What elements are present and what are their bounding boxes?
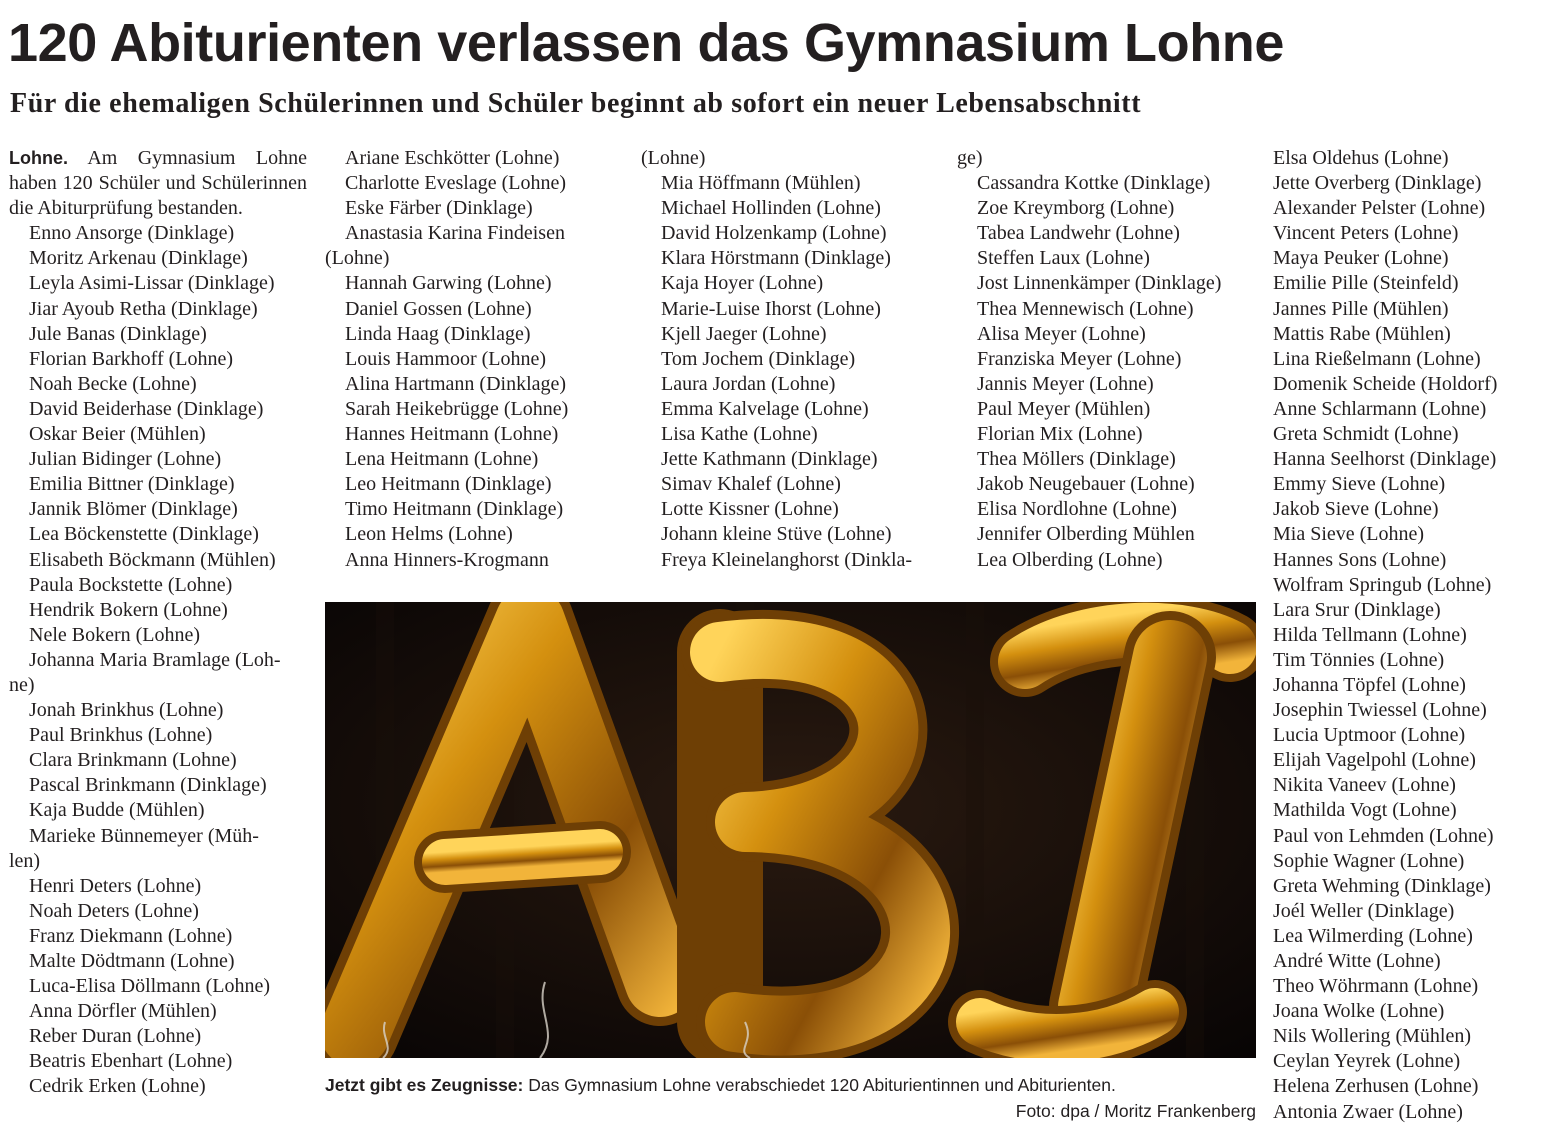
name-entry: Paula Bockstette (Lohne)	[29, 573, 233, 596]
name-entry: Linda Haag (Dinklage)	[345, 322, 531, 345]
name-entry: Jiar Ayoub Retha (Dinklage)	[29, 297, 258, 320]
name-entry: Jule Banas (Dinklage)	[29, 322, 207, 345]
name-entry: Johanna Maria Bramlage (Loh-	[29, 648, 281, 671]
name-entry: Jakob Sieve (Lohne)	[1273, 498, 1439, 521]
name-entry: Ceylan Yeyrek (Lohne)	[1273, 1050, 1461, 1073]
name-entry: Thea Mennewisch (Lohne)	[977, 297, 1194, 320]
name-entry: Emmy Sieve (Lohne)	[1273, 473, 1446, 496]
name-entry: Paul Meyer (Mühlen)	[977, 397, 1151, 420]
name-entry: Nele Bokern (Lohne)	[29, 623, 201, 646]
name-entry: Jette Overberg (Dinklage)	[1273, 172, 1482, 195]
name-entry: Oskar Beier (Mühlen)	[29, 423, 206, 446]
name-entry: Joél Weller (Dinklage)	[1273, 899, 1455, 922]
name-entry: Franz Diekmann (Lohne)	[29, 924, 233, 947]
name-entry: Beatris Ebenhart (Lohne)	[29, 1050, 233, 1073]
name-entry: Lea Böckenstette (Dinklage)	[29, 523, 259, 546]
name-entry: (Lohne)	[325, 247, 390, 270]
name-entry: Mia Höffmann (Mühlen)	[661, 172, 861, 195]
name-entry: Hannes Sons (Lohne)	[1273, 548, 1447, 571]
name-entry: Kjell Jaeger (Lohne)	[661, 322, 827, 345]
name-entry: Johann kleine Stüve (Lohne)	[661, 523, 892, 546]
name-entry: Lina Rießelmann (Lohne)	[1273, 347, 1481, 370]
intro-text: Am Gymnasium Lohne haben 120 Schüler und Schülerinnen die Abiturprüfung bestanden.	[9, 147, 307, 220]
name-entry: Domenik Scheide (Holdorf)	[1273, 372, 1498, 395]
name-entry: Greta Wehming (Dinklage)	[1273, 874, 1491, 897]
name-entry: Tim Tönnies (Lohne)	[1273, 648, 1445, 671]
name-entry: Joana Wolke (Lohne)	[1273, 1000, 1445, 1023]
name-entry: Sarah Heikebrügge (Lohne)	[345, 397, 569, 420]
name-entry: Leon Helms (Lohne)	[345, 523, 513, 546]
name-entry: Klara Hörstmann (Dinklage)	[661, 247, 891, 270]
name-entry: Vincent Peters (Lohne)	[1273, 222, 1459, 245]
name-entry: Noah Deters (Lohne)	[29, 899, 199, 922]
name-entry: Jannes Pille (Mühlen)	[1273, 297, 1449, 320]
text-column-5	[1273, 146, 1558, 1125]
name-entry: Elisa Nordlohne (Lohne)	[977, 498, 1177, 521]
name-entry: Emma Kalvelage (Lohne)	[661, 397, 869, 420]
name-entry: Cassandra Kottke (Dinklage)	[977, 172, 1211, 195]
name-entry: Jannik Blömer (Dinklage)	[29, 498, 238, 521]
name-entry: Alexander Pelster (Lohne)	[1273, 197, 1486, 220]
name-entry: Hannes Heitmann (Lohne)	[345, 423, 559, 446]
name-entry: Jennifer Olberding Mühlen	[977, 523, 1195, 546]
name-entry: Hannah Garwing (Lohne)	[345, 272, 552, 295]
name-entry: Hanna Seelhorst (Dinklage)	[1273, 448, 1497, 471]
name-entry: Lara Srur (Dinklage)	[1273, 598, 1441, 621]
name-entry: Nils Wollering (Mühlen)	[1273, 1025, 1471, 1048]
name-entry: Mathilda Vogt (Lohne)	[1273, 799, 1457, 822]
name-entry: Jakob Neugebauer (Lohne)	[977, 473, 1195, 496]
name-entry: Marie-Luise Ihorst (Lohne)	[661, 297, 881, 320]
name-entry: Elisabeth Böckmann (Mühlen)	[29, 548, 276, 571]
name-entry: Nikita Vaneev (Lohne)	[1273, 774, 1456, 797]
text-column-3	[641, 146, 941, 573]
name-entry: Cedrik Erken (Lohne)	[29, 1075, 206, 1098]
name-entry: Jost Linnenkämper (Dinklage)	[977, 272, 1222, 295]
name-entry: Enno Ansorge (Dinklage)	[29, 222, 235, 245]
name-entry: Noah Becke (Lohne)	[29, 372, 197, 395]
name-entry: len)	[9, 849, 41, 872]
name-entry: Lena Heitmann (Lohne)	[345, 448, 539, 471]
name-entry: Emilie Pille (Steinfeld)	[1273, 272, 1459, 295]
name-entry: Anna Dörfler (Mühlen)	[29, 1000, 217, 1023]
name-entry: Maya Peuker (Lohne)	[1273, 247, 1449, 270]
dateline: Lohne.	[9, 148, 68, 168]
name-entry: Mia Sieve (Lohne)	[1273, 523, 1425, 546]
name-entry: (Lohne)	[641, 147, 706, 169]
name-entry: Jannis Meyer (Lohne)	[977, 372, 1154, 395]
name-entry: Anastasia Karina Findeisen	[345, 222, 565, 245]
name-entry: Charlotte Eveslage (Lohne)	[345, 172, 567, 195]
caption-lead: Jetzt gibt es Zeugnisse:	[325, 1075, 524, 1095]
name-entry: Louis Hammoor (Lohne)	[345, 347, 547, 370]
name-entry: Anne Schlarmann (Lohne)	[1273, 397, 1487, 420]
name-entry: Sophie Wagner (Lohne)	[1273, 849, 1465, 872]
name-entry: Luca-Elisa Döllmann (Lohne)	[29, 975, 271, 998]
name-entry: Steffen Laux (Lohne)	[977, 247, 1150, 270]
name-entry: Greta Schmidt (Lohne)	[1273, 423, 1459, 446]
name-entry: Alina Hartmann (Dinklage)	[345, 372, 567, 395]
name-entry: Eske Färber (Dinklage)	[345, 197, 533, 220]
name-entry: Franziska Meyer (Lohne)	[977, 347, 1182, 370]
name-entry: Ariane Eschkötter (Lohne)	[345, 147, 560, 169]
name-entry: André Witte (Lohne)	[1273, 950, 1441, 972]
name-entry: Paul Brinkhus (Lohne)	[29, 724, 213, 747]
name-entry: Thea Möllers (Dinklage)	[977, 448, 1176, 471]
name-entry: Lucia Uptmoor (Lohne)	[1273, 724, 1466, 747]
name-entry: Timo Heitmann (Dinklage)	[345, 498, 564, 521]
name-entry: Elijah Vagelpohl (Lohne)	[1273, 749, 1476, 772]
name-entry: Hilda Tellmann (Lohne)	[1273, 623, 1467, 646]
name-entry: Josephin Twiessel (Lohne)	[1273, 699, 1487, 722]
text-column-4	[957, 146, 1257, 573]
name-entry: Lea Wilmerding (Lohne)	[1273, 924, 1473, 947]
name-entry: Daniel Gossen (Lohne)	[345, 297, 532, 320]
name-entry: Lisa Kathe (Lohne)	[661, 423, 818, 446]
name-entry: Hendrik Bokern (Lohne)	[29, 598, 228, 621]
name-entry: Simav Khalef (Lohne)	[661, 473, 841, 496]
name-entry: Pascal Brinkmann (Dinklage)	[29, 774, 267, 797]
text-column-2	[325, 146, 625, 573]
name-entry: Laura Jordan (Lohne)	[661, 372, 836, 395]
name-entry: Kaja Budde (Mühlen)	[29, 799, 205, 822]
name-entry: Johanna Töpfel (Lohne)	[1273, 673, 1466, 696]
name-entry: Leyla Asimi-Lissar (Dinklage)	[29, 272, 275, 295]
caption-text: Das Gymnasium Lohne verabschiedet 120 Abiturientinnen und Abiturienten.	[523, 1075, 1116, 1095]
name-entry: Moritz Arkenau (Dinklage)	[29, 247, 248, 270]
name-entry: Paul von Lehmden (Lohne)	[1273, 824, 1494, 847]
name-entry: Tom Jochem (Dinklage)	[661, 347, 856, 370]
name-entry: David Holzenkamp (Lohne)	[661, 222, 887, 245]
name-entry: Clara Brinkmann (Lohne)	[29, 749, 237, 772]
name-entry: ge)	[957, 147, 983, 169]
name-entry: Alisa Meyer (Lohne)	[977, 322, 1146, 345]
name-entry: Lotte Kissner (Lohne)	[661, 498, 839, 521]
name-entry: Jette Kathmann (Dinklage)	[661, 448, 878, 471]
name-entry: Malte Dödtmann (Lohne)	[29, 950, 235, 972]
name-entry: Antonia Zwaer (Lohne)	[1273, 1100, 1463, 1123]
name-entry: Florian Barkhoff (Lohne)	[29, 347, 234, 370]
name-entry: ne)	[9, 673, 35, 696]
abi-balloons-photo	[325, 602, 1256, 1058]
name-entry: Tabea Landwehr (Lohne)	[977, 222, 1180, 245]
name-entry: Henri Deters (Lohne)	[29, 874, 202, 897]
name-entry: Helena Zerhusen (Lohne)	[1273, 1075, 1479, 1098]
name-entry: Jonah Brinkhus (Lohne)	[29, 699, 224, 722]
name-entry: Elsa Oldehus (Lohne)	[1273, 147, 1449, 169]
intro-paragraph	[9, 146, 307, 221]
name-entry: Mattis Rabe (Mühlen)	[1273, 322, 1451, 345]
name-entry: Wolfram Springub (Lohne)	[1273, 573, 1492, 596]
name-entry: Freya Kleinelanghorst (Dinkla-	[661, 548, 913, 571]
name-entry: Julian Bidinger (Lohne)	[29, 448, 222, 471]
photo-credit: Foto: dpa / Moritz Frankenberg	[1015, 1101, 1256, 1121]
name-entry: Lea Olberding (Lohne)	[977, 548, 1163, 571]
name-entry: Zoe Kreymborg (Lohne)	[977, 197, 1175, 220]
name-entry: Theo Wöhrmann (Lohne)	[1273, 975, 1479, 998]
text-column-1	[9, 146, 307, 1100]
name-entry: Emilia Bittner (Dinklage)	[29, 473, 235, 496]
subheadline: Für die ehemaligen Schülerinnen und Schüler beginnt ab sofort ein neuer Lebensabschnitt	[10, 88, 1142, 119]
name-entry: Michael Hollinden (Lohne)	[661, 197, 881, 220]
name-entry: Florian Mix (Lohne)	[977, 423, 1143, 446]
name-entry: Anna Hinners-Krogmann	[345, 548, 549, 571]
name-entry: David Beiderhase (Dinklage)	[29, 397, 264, 420]
name-entry: Marieke Bünnemeyer (Müh-	[29, 824, 259, 847]
name-entry: Kaja Hoyer (Lohne)	[661, 272, 824, 295]
photo-caption	[325, 1072, 1256, 1098]
name-entry: Leo Heitmann (Dinklage)	[345, 473, 552, 496]
name-entry: Reber Duran (Lohne)	[29, 1025, 202, 1048]
headline: 120 Abiturienten verlassen das Gymnasium Lohne	[8, 13, 1285, 73]
